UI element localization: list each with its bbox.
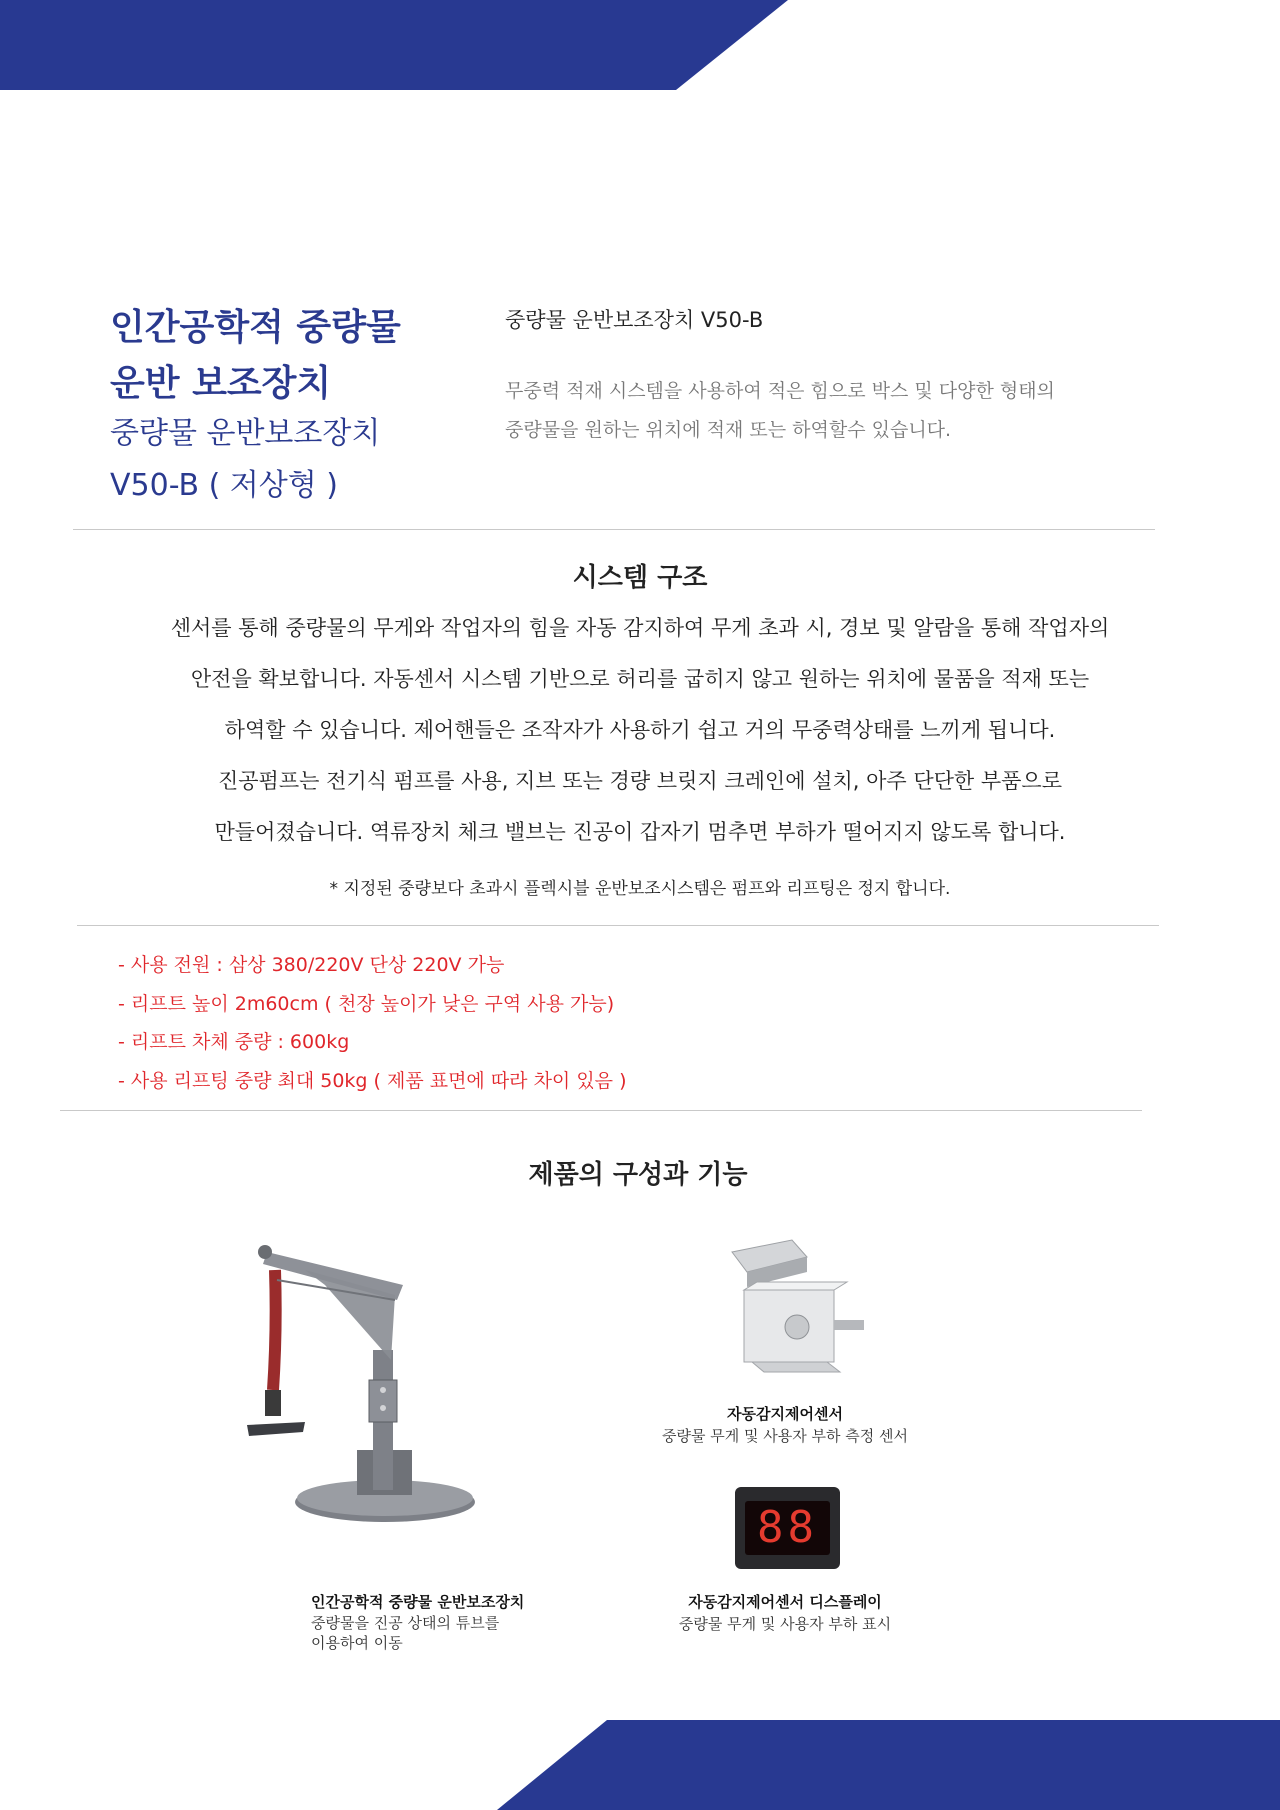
bottom-decor-band <box>0 1720 1280 1810</box>
system-body <box>70 603 1210 858</box>
load-sensor-image <box>722 1232 872 1382</box>
subtitle-line-1: 중량물 운반보조장치 <box>110 416 381 451</box>
subtitle-line-2: V50-B ( 저상형 ) <box>110 468 338 503</box>
system-note: * 지정된 중량보다 초과시 플렉시블 운반보조시스템은 펌프와 리프팅은 정지 합니다. <box>329 879 951 899</box>
display-description: 중량물 무게 및 사용자 부하 표시 <box>678 1615 892 1633</box>
title-line-1: 인간공학적 중량물 <box>110 307 401 348</box>
sensor-description: 중량물 무게 및 사용자 부하 측정 센서 <box>662 1427 908 1445</box>
system-line-3: 하역할 수 있습니다. 제어핸들은 조작자가 사용하기 쉽고 거의 무중력상태를 느끼게 됩니다. <box>224 718 1056 742</box>
display-title: 자동감지제어센서 디스플레이 <box>688 1593 882 1611</box>
divider-2 <box>77 925 1159 926</box>
device-desc-line-2: 이용하여 이동 <box>311 1634 403 1652</box>
title-line-2: 운반 보조장치 <box>110 363 332 404</box>
spec-item: - 사용 리프팅 중량 최대 50kg ( 제품 표면에 따라 차이 있음 ) <box>118 1069 627 1092</box>
device-title: 인간공학적 중량물 운반보조장치 <box>311 1593 525 1611</box>
sensor-display-image <box>735 1487 840 1569</box>
page-title <box>110 300 510 412</box>
system-line-1: 센서를 통해 중량물의 무게와 작업자의 힘을 자동 감지하여 무게 초과 시, 경보 및 알람을 통해 작업자의 <box>170 616 1110 640</box>
system-line-2: 안전을 확보합니다. 자동센서 시스템 기반으로 허리를 굽히지 않고 원하는 위치에 물품을 적재 또는 <box>190 667 1090 691</box>
components-heading <box>0 1154 1280 1191</box>
sensor-title: 자동감지제어센서 <box>727 1405 843 1423</box>
display-readout: 88 <box>745 1501 830 1555</box>
description-line-2: 중량물을 원하는 위치에 적재 또는 하역할수 있습니다. <box>505 419 952 441</box>
divider-1 <box>73 529 1155 530</box>
system-line-5: 만들어졌습니다. 역류장치 체크 밸브는 진공이 갑자기 멈추면 부하가 떨어지지 않도록 합니다. <box>214 820 1066 844</box>
system-line-4: 진공펌프는 전기식 펌프를 사용, 지브 또는 경량 브릿지 크레인에 설치, 아주 단단한 부품으로 <box>217 769 1063 793</box>
spec-item: - 리프트 높이 2m60cm ( 천장 높이가 낮은 구역 사용 가능) <box>118 992 615 1015</box>
components-heading-text: 제품의 구성과 기능 <box>528 1160 748 1190</box>
device-description <box>311 1613 499 1653</box>
spec-item: - 사용 전원 : 삼상 380/220V 단상 220V 가능 <box>118 954 505 976</box>
system-heading: 시스템 구조 <box>572 563 708 593</box>
divider-3 <box>60 1110 1142 1111</box>
top-decor-band <box>0 0 1280 90</box>
spec-item: - 리프트 차체 중량 : 600kg <box>118 1031 350 1053</box>
device-desc-line-1: 중량물을 진공 상태의 튜브를 <box>311 1614 500 1632</box>
lifting-device-image <box>245 1240 485 1525</box>
spec-list <box>118 946 626 1100</box>
page-subtitle <box>110 408 510 512</box>
product-description <box>505 372 1145 450</box>
description-line-1: 무중력 적재 시스템을 사용하여 적은 힘으로 박스 및 다양한 형태의 <box>505 380 1055 402</box>
product-name: 중량물 운반보조장치 V50-B <box>505 308 764 332</box>
